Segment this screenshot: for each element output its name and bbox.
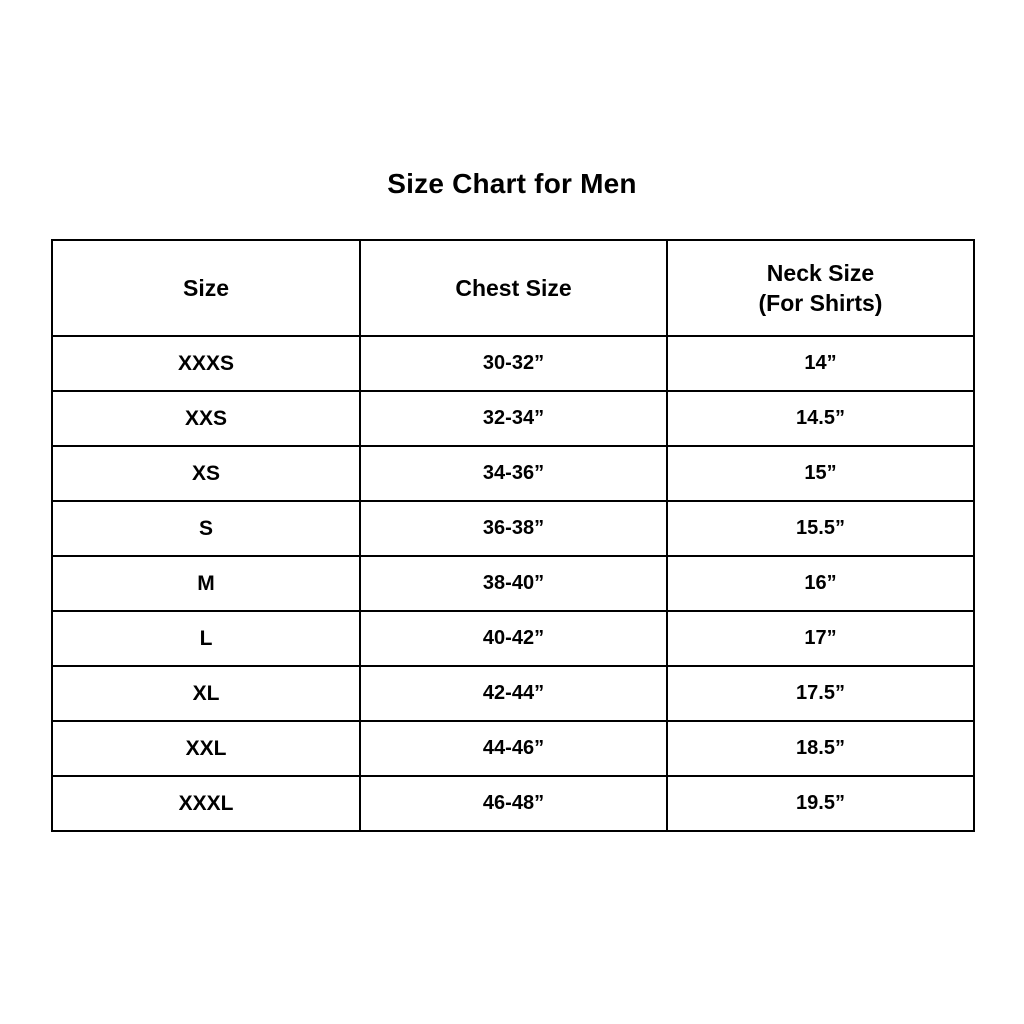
column-header-neck-size-label: Neck Size: [766, 260, 875, 286]
cell-neck: 19.5”: [667, 776, 974, 831]
cell-size: L: [52, 611, 360, 666]
cell-chest: 30-32”: [360, 336, 667, 391]
cell-neck: 14.5”: [667, 391, 974, 446]
cell-neck: 15.5”: [667, 501, 974, 556]
cell-chest: 42-44”: [360, 666, 667, 721]
size-chart-table-container: [51, 239, 973, 832]
table-row: [52, 721, 974, 776]
table-row: [52, 446, 974, 501]
cell-size: XXS: [52, 391, 360, 446]
table-row: [52, 336, 974, 391]
table-row: [52, 666, 974, 721]
table-row: [52, 611, 974, 666]
cell-neck: 16”: [667, 556, 974, 611]
cell-size: M: [52, 556, 360, 611]
cell-chest: 34-36”: [360, 446, 667, 501]
table-row: [52, 776, 974, 831]
column-header-neck-size-sublabel: (For Shirts): [758, 290, 883, 316]
cell-size: XL: [52, 666, 360, 721]
column-header-size: Size: [52, 240, 360, 336]
cell-size: XXL: [52, 721, 360, 776]
table-row: [52, 556, 974, 611]
cell-chest: 32-34”: [360, 391, 667, 446]
cell-size: XS: [52, 446, 360, 501]
cell-chest: 38-40”: [360, 556, 667, 611]
cell-size: S: [52, 501, 360, 556]
column-header-chest-size: Chest Size: [360, 240, 667, 336]
cell-neck: 15”: [667, 446, 974, 501]
table-body: [52, 336, 974, 831]
cell-neck: 17”: [667, 611, 974, 666]
table-row: [52, 501, 974, 556]
cell-neck: 18.5”: [667, 721, 974, 776]
table-header-row: [52, 240, 974, 336]
cell-chest: 44-46”: [360, 721, 667, 776]
page-title: Size Chart for Men: [387, 168, 637, 199]
cell-neck: 14”: [667, 336, 974, 391]
cell-chest: 40-42”: [360, 611, 667, 666]
size-chart-table: [51, 239, 975, 832]
table-header: [52, 240, 974, 336]
cell-neck: 17.5”: [667, 666, 974, 721]
cell-size: XXXL: [52, 776, 360, 831]
cell-chest: 36-38”: [360, 501, 667, 556]
cell-size: XXXS: [52, 336, 360, 391]
table-row: [52, 391, 974, 446]
cell-chest: 46-48”: [360, 776, 667, 831]
column-header-neck-size: [667, 240, 974, 336]
